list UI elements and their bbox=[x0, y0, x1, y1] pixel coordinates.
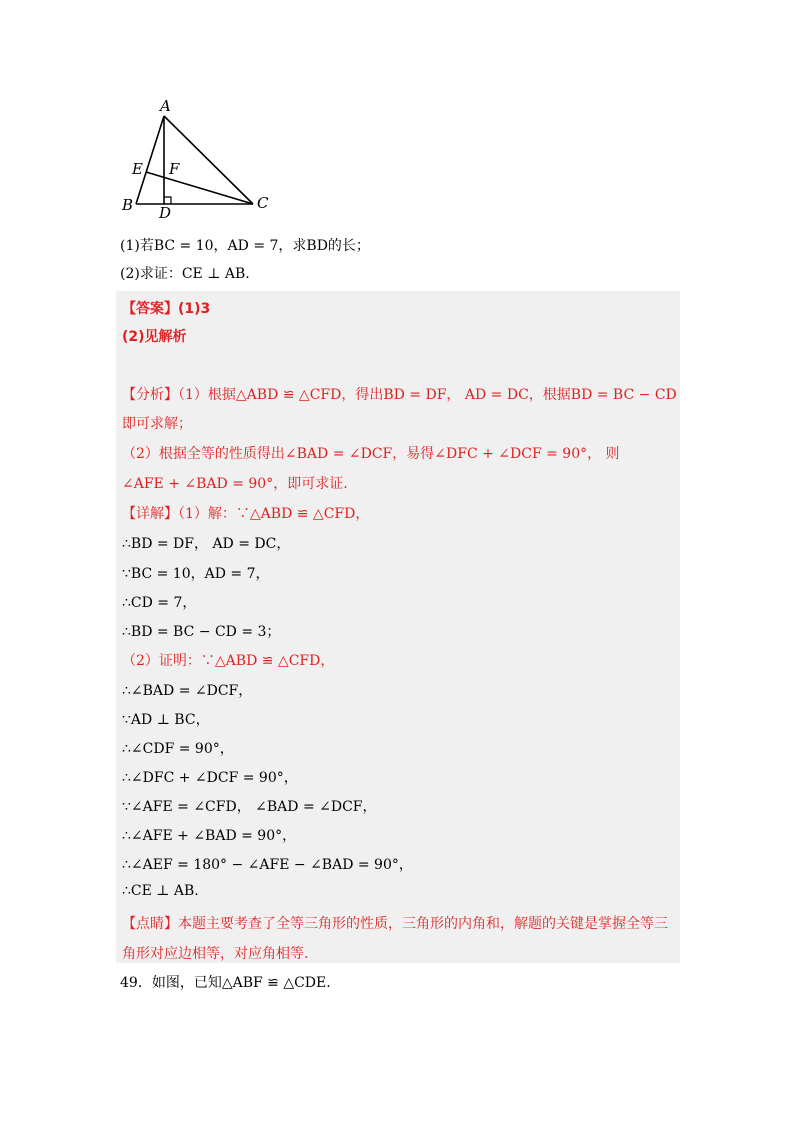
comment-line-2: 角形对应边相等，对应角相等. bbox=[122, 946, 309, 962]
detail-line-7: ∴∠BAD = ∠DCF， bbox=[122, 683, 253, 699]
detail-line-13: ∴∠AEF = 180° − ∠AFE − ∠BAD = 90°， bbox=[122, 857, 413, 873]
answer-title: 【答案】(1)3 bbox=[122, 301, 211, 317]
detail-line-14: ∴CE ⊥ AB. bbox=[122, 883, 199, 899]
detail-line-12: ∴∠AFE + ∠BAD = 90°， bbox=[122, 828, 297, 844]
label-b: B bbox=[122, 196, 134, 214]
detail-line-1: 【详解】（1）解：∵△ABD ≌ △CFD， bbox=[122, 506, 370, 522]
detail-line-9: ∴∠CDF = 90°， bbox=[122, 741, 234, 757]
detail-line-10: ∴∠DFC + ∠DCF = 90°， bbox=[122, 770, 298, 786]
question-part-1: (1)若BC = 10，AD = 7，求BD的长； bbox=[120, 238, 370, 254]
label-e: E bbox=[132, 160, 143, 178]
next-question: 49．如图，已知△ABF ≌ △CDE. bbox=[120, 975, 331, 991]
question-part-2: (2)求证：CE ⊥ AB. bbox=[120, 266, 250, 282]
detail-line-6: （2）证明：∵△ABD ≌ △CFD， bbox=[122, 653, 335, 669]
label-d: D bbox=[159, 204, 172, 220]
comment-line-1: 【点睛】本题主要考查了全等三角形的性质，三角形的内角和，解题的关键是掌握全等三 bbox=[122, 916, 668, 932]
label-a: A bbox=[160, 97, 171, 115]
answer-part-2: (2)见解析 bbox=[122, 329, 187, 345]
analysis-line-1: 【分析】（1）根据△ABD ≌ △CFD，得出BD = DF， AD = DC，根据BD = BC − CD bbox=[122, 387, 677, 403]
detail-line-11: ∵∠AFE = ∠CFD， ∠BAD = ∠DCF， bbox=[122, 799, 377, 815]
analysis-line-2: 即可求解； bbox=[122, 416, 192, 432]
right-angle-mark bbox=[164, 197, 171, 204]
label-c: C bbox=[257, 194, 269, 212]
detail-line-2: ∴BD = DF， AD = DC， bbox=[122, 536, 291, 552]
detail-line-5: ∴BD = BC − CD = 3； bbox=[122, 624, 281, 640]
label-f: F bbox=[169, 160, 180, 178]
triangle-figure bbox=[116, 96, 286, 220]
detail-line-8: ∵AD ⊥ BC， bbox=[122, 712, 210, 728]
detail-line-3: ∵BC = 10，AD = 7， bbox=[122, 566, 270, 582]
analysis-line-4: ∠AFE + ∠BAD = 90°，即可求证. bbox=[122, 476, 348, 492]
detail-line-4: ∴CD = 7， bbox=[122, 595, 197, 611]
analysis-line-3: （2）根据全等的性质得出∠BAD = ∠DCF，易得∠DFC + ∠DCF = 90°， 则 bbox=[122, 446, 620, 462]
